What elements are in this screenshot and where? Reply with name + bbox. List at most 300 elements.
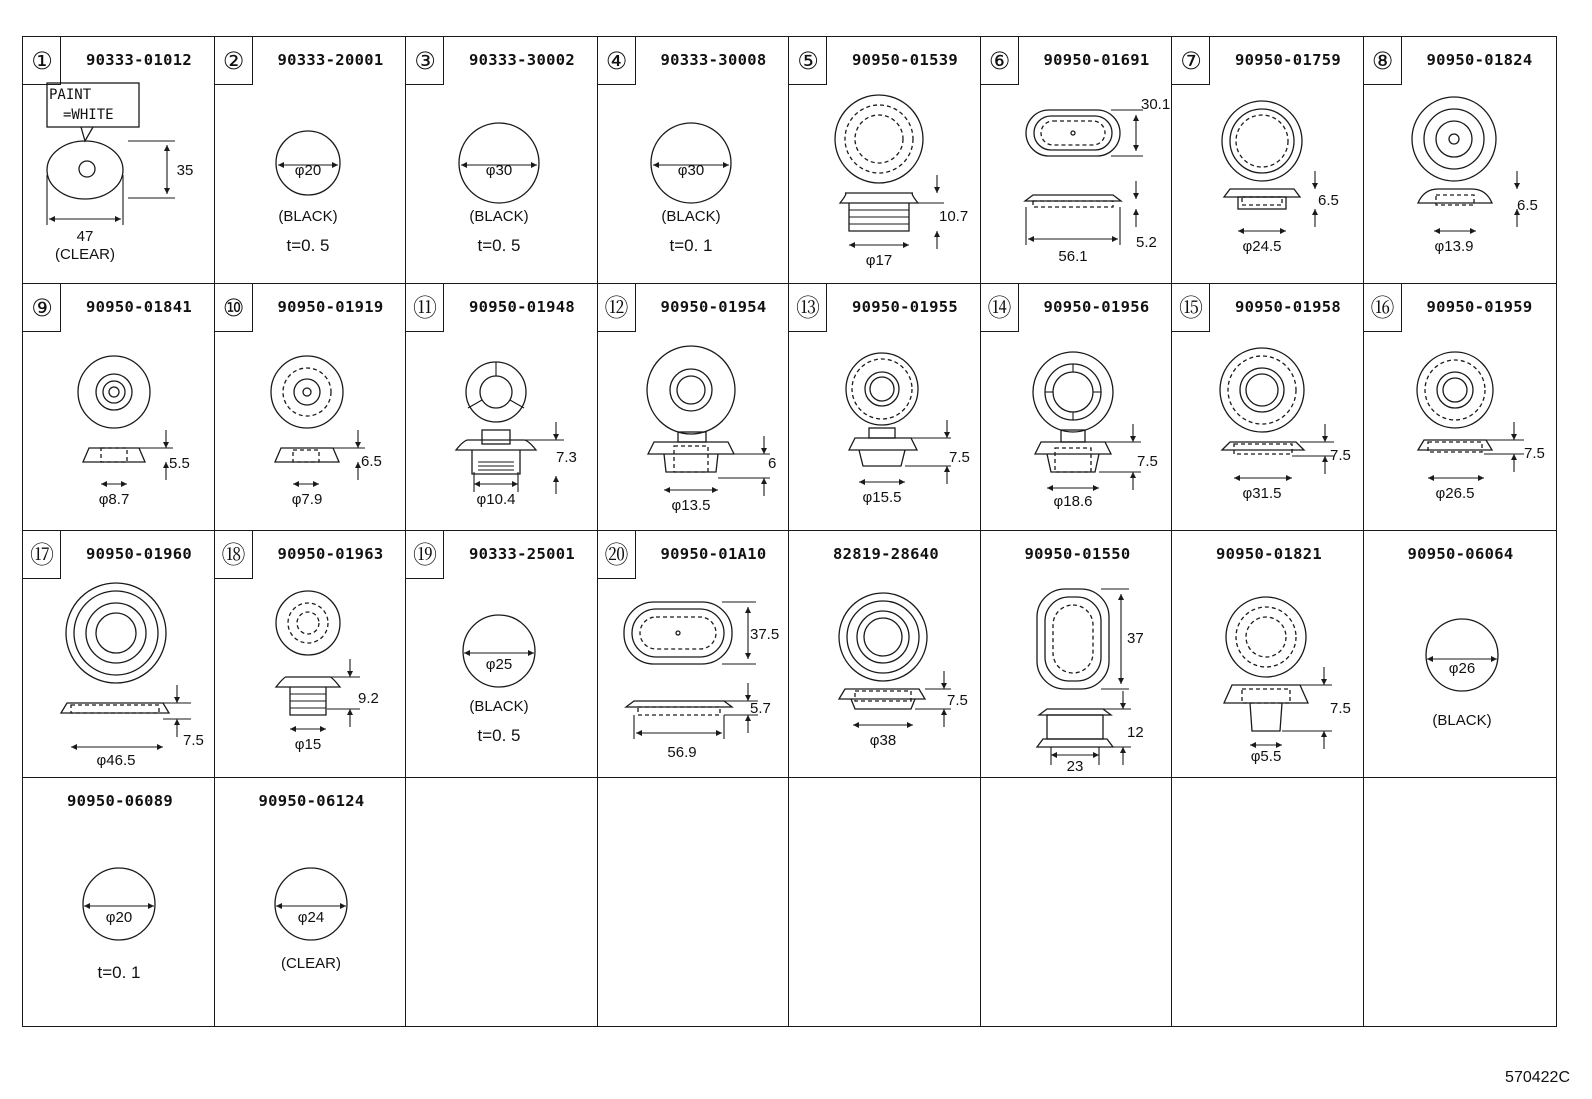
part-cell xyxy=(597,36,791,286)
item-number-box xyxy=(789,284,827,332)
outline-circle xyxy=(1226,597,1306,677)
center-hole xyxy=(1071,131,1075,135)
dimension-label: (BLACK) xyxy=(469,698,529,715)
dimension-label: φ18.6 xyxy=(1053,493,1092,510)
arrow-head xyxy=(941,709,947,715)
dimension-label: φ7.9 xyxy=(291,491,322,508)
outline-rect xyxy=(293,450,319,462)
flange-profile xyxy=(1224,685,1308,703)
part-number[interactable]: 90950-01539 xyxy=(852,51,958,69)
outline-rect xyxy=(1242,689,1290,703)
flange-profile xyxy=(1418,189,1492,203)
arrow-head xyxy=(745,653,751,659)
item-number: ⑨ xyxy=(31,294,53,322)
item-number-box xyxy=(1364,284,1402,332)
part-number[interactable]: 90950-06064 xyxy=(1407,545,1514,563)
arrow-head xyxy=(1118,678,1124,684)
empty-cell xyxy=(1363,777,1557,1027)
arrow-head xyxy=(1427,656,1433,662)
outline-rect xyxy=(640,617,716,649)
arrow-head xyxy=(664,487,670,493)
arrow-head xyxy=(49,216,55,222)
flange-profile xyxy=(626,701,732,707)
arrow-head xyxy=(332,162,338,168)
dimension-label: φ24.5 xyxy=(1242,238,1282,255)
dimension-label: 6.5 xyxy=(360,453,382,470)
part-number[interactable]: 90950-01550 xyxy=(1024,545,1131,563)
arrow-head xyxy=(944,432,950,438)
dimension-label: 5.2 xyxy=(1135,234,1157,251)
part-drawing xyxy=(981,85,1175,287)
outline-circle xyxy=(109,387,119,397)
arrow-head xyxy=(1120,747,1126,753)
dimension-label: φ25 xyxy=(485,656,513,673)
part-drawing xyxy=(598,579,792,781)
part-drawing xyxy=(1364,332,1558,534)
arrow-head xyxy=(1093,485,1099,491)
part-number[interactable]: 90950-01919 xyxy=(277,298,384,316)
outline-circle xyxy=(283,368,331,416)
empty-cell xyxy=(1171,777,1365,1027)
outline-circle xyxy=(852,359,912,419)
outline-rect xyxy=(1037,589,1109,689)
part-number[interactable]: 90950-01963 xyxy=(277,545,384,563)
outline-circle xyxy=(86,603,146,663)
outline-rect xyxy=(1041,121,1105,145)
arrow-head xyxy=(71,744,77,750)
arrow-head xyxy=(761,478,767,484)
dimension-label: 5.5 xyxy=(169,455,190,472)
outline-circle xyxy=(288,603,328,643)
dimension-label: φ30 xyxy=(485,162,513,179)
item-number-box xyxy=(23,531,61,579)
arrow-head xyxy=(464,650,470,656)
dimension-label: 7.5 xyxy=(949,449,970,466)
arrow-head xyxy=(1428,475,1434,481)
part-drawing xyxy=(1364,579,1558,781)
part-number[interactable]: 90950-01948 xyxy=(469,298,575,316)
part-drawing xyxy=(23,332,217,534)
item-number-box xyxy=(23,37,61,85)
outline-rect xyxy=(1033,201,1113,207)
outline-rect xyxy=(1026,110,1120,156)
empty-cell xyxy=(597,777,791,1027)
outline-circle xyxy=(847,601,919,673)
cap-profile xyxy=(482,430,510,444)
dimension-label: φ46.5 xyxy=(96,752,136,769)
outline-circle xyxy=(275,868,347,940)
empty-cell xyxy=(980,777,1174,1027)
dimension-label: (BLACK) xyxy=(469,208,529,225)
dimension-label: 37.5 xyxy=(749,626,779,643)
arrow-head xyxy=(164,145,170,151)
dimension-label: PAINT xyxy=(49,87,92,103)
item-number-box xyxy=(981,37,1019,85)
flange-profile xyxy=(849,438,917,450)
item-number-box xyxy=(598,37,636,85)
arrow-head xyxy=(1118,594,1124,600)
item-number: ⑭ xyxy=(987,294,1012,322)
arrow-head xyxy=(84,903,90,909)
part-cell xyxy=(1363,36,1557,286)
part-drawing xyxy=(215,85,409,287)
outline-circle xyxy=(1426,619,1498,691)
item-number-box xyxy=(406,531,444,579)
part-cell xyxy=(980,36,1174,286)
part-number[interactable]: 90333-30008 xyxy=(660,51,767,69)
dimension-label: 6 xyxy=(767,455,776,472)
item-number: ⑪ xyxy=(413,294,437,322)
dimension-label: φ20 xyxy=(105,909,133,926)
arrow-head xyxy=(1133,193,1139,199)
dimension-label: t=0. 5 xyxy=(285,236,330,255)
outline-circle xyxy=(276,591,340,655)
part-number[interactable]: 90333-30002 xyxy=(469,51,575,69)
dimension-label: 6.5 xyxy=(1318,192,1339,209)
arrow-head xyxy=(1120,703,1126,709)
item-number: ⑲ xyxy=(413,541,437,569)
dimension-label: φ38 xyxy=(869,732,897,749)
outline-circle xyxy=(647,346,735,434)
leader-line xyxy=(468,400,482,408)
part-cell xyxy=(214,777,408,1027)
arrow-head xyxy=(859,479,865,485)
item-number-box xyxy=(981,284,1019,332)
item-number: ⑯ xyxy=(1370,294,1395,322)
part-cell xyxy=(214,36,408,286)
arrow-head xyxy=(340,903,346,909)
dimension-label: 7.5 xyxy=(1523,445,1545,462)
arrow-head xyxy=(276,903,282,909)
dimension-label: =WHITE xyxy=(63,107,114,123)
arrow-head xyxy=(148,903,154,909)
dimension-label: 7.5 xyxy=(1330,447,1351,464)
dimension-label: t=0. 5 xyxy=(477,726,521,745)
arrow-head xyxy=(174,719,180,725)
dimension-label: 7.5 xyxy=(1330,700,1351,717)
outline-circle xyxy=(1425,360,1485,420)
center-hole xyxy=(1449,134,1459,144)
outline-rect xyxy=(1053,605,1093,673)
part-number[interactable]: 90950-01954 xyxy=(660,298,767,316)
outline-circle xyxy=(1228,356,1296,424)
part-cell xyxy=(1363,283,1557,533)
item-number: ④ xyxy=(605,47,628,75)
part-drawing xyxy=(789,332,983,534)
part-cell xyxy=(597,283,791,533)
arrow-head xyxy=(944,466,950,472)
dimension-label: φ15.5 xyxy=(862,489,902,506)
part-number[interactable]: 90950-01824 xyxy=(1426,51,1533,69)
dimension-label: (CLEAR) xyxy=(280,955,341,972)
flange-profile xyxy=(83,448,145,462)
item-number: ⑱ xyxy=(221,541,246,569)
part-cell xyxy=(788,530,982,780)
flange-profile xyxy=(276,677,340,687)
item-number-box xyxy=(23,284,61,332)
outline-circle xyxy=(103,381,125,403)
arrow-head xyxy=(1133,115,1139,121)
arrow-head xyxy=(1133,145,1139,151)
arrow-head xyxy=(1322,456,1328,462)
dimension-label: 5.7 xyxy=(749,700,771,717)
part-drawing xyxy=(406,579,600,781)
part-cell xyxy=(788,283,982,533)
flange-profile xyxy=(648,442,734,454)
flange-profile xyxy=(1025,195,1121,201)
item-number: ⑳ xyxy=(604,541,629,569)
item-number: ② xyxy=(222,47,245,75)
arrow-head xyxy=(293,481,299,487)
outline-circle xyxy=(846,353,918,425)
arrow-head xyxy=(941,683,947,689)
outline-circle xyxy=(96,613,136,653)
outline-circle xyxy=(855,115,903,163)
dimension-label: t=0. 5 xyxy=(477,236,521,255)
body-profile xyxy=(1250,703,1282,731)
dimension-label: φ24 xyxy=(297,909,324,926)
item-number: ⑩ xyxy=(222,294,245,322)
part-cell xyxy=(22,777,216,1027)
outline-circle xyxy=(96,374,132,410)
arrow-head xyxy=(1511,454,1517,460)
part-cell xyxy=(980,283,1174,533)
arrow-head xyxy=(355,442,361,448)
dimension-label: φ26 xyxy=(1448,660,1475,677)
part-number[interactable]: 90950-01A10 xyxy=(660,545,767,563)
outline-circle xyxy=(677,376,705,404)
part-number[interactable]: 90950-01956 xyxy=(1043,298,1150,316)
dimension-label: φ30 xyxy=(677,162,704,179)
part-cell xyxy=(22,530,216,780)
arrow-head xyxy=(163,442,169,448)
part-number[interactable]: 90950-01841 xyxy=(86,298,192,316)
dimension-label: 7.5 xyxy=(1136,453,1158,470)
arrow-head xyxy=(1112,236,1118,242)
part-number[interactable]: 90950-01821 xyxy=(1216,545,1322,563)
part-cell xyxy=(1171,283,1365,533)
arrow-head xyxy=(512,481,518,487)
flange-profile xyxy=(1224,189,1300,197)
outline-rect xyxy=(638,707,720,715)
item-number: ⑫ xyxy=(604,294,629,322)
arrow-head xyxy=(1238,228,1244,234)
arrow-head xyxy=(1514,183,1520,189)
callout-pointer xyxy=(81,127,93,141)
outline-circle xyxy=(1236,115,1288,167)
item-number: ⑬ xyxy=(796,294,820,322)
part-cell xyxy=(788,36,982,286)
dimension-label: φ13.5 xyxy=(671,497,710,514)
part-drawing xyxy=(406,332,600,534)
part-number[interactable]: 90950-01759 xyxy=(1235,51,1341,69)
dimension-label: φ26.5 xyxy=(1435,485,1474,502)
outline-circle xyxy=(1236,607,1296,667)
arrow-head xyxy=(1130,472,1136,478)
item-number-box xyxy=(215,37,253,85)
dimension-label: φ15 xyxy=(294,736,321,753)
item-number-box xyxy=(215,284,253,332)
part-cell xyxy=(214,530,408,780)
arrow-head xyxy=(653,162,659,168)
dimension-label: 7.5 xyxy=(183,732,204,749)
outline-circle xyxy=(1443,378,1467,402)
outline-rect xyxy=(1242,197,1282,205)
outline-circle xyxy=(1053,372,1093,412)
arrow-head xyxy=(1234,475,1240,481)
center-hole xyxy=(303,388,311,396)
outline-circle xyxy=(1417,352,1493,428)
part-number[interactable]: 82819-28640 xyxy=(833,545,939,563)
item-number: ⑰ xyxy=(30,541,54,569)
item-number-box xyxy=(1172,284,1210,332)
part-number[interactable]: 90950-01960 xyxy=(86,545,192,563)
part-number[interactable]: 90333-25001 xyxy=(469,545,575,563)
part-drawing xyxy=(981,579,1175,781)
part-cell xyxy=(22,283,216,533)
outline-circle xyxy=(83,868,155,940)
arrow-head xyxy=(278,162,284,168)
part-drawing xyxy=(598,332,792,534)
item-number: ⑦ xyxy=(1180,47,1202,75)
part-drawing xyxy=(215,332,409,534)
arrow-head xyxy=(347,709,353,715)
oval-plug xyxy=(47,141,123,199)
item-number: ③ xyxy=(414,47,436,75)
arrow-head xyxy=(531,162,537,168)
arrow-head xyxy=(320,726,326,732)
arrow-head xyxy=(849,242,855,248)
collar-profile xyxy=(1039,709,1111,715)
arrow-head xyxy=(528,650,534,656)
arrow-head xyxy=(716,730,722,736)
part-number[interactable]: 90333-01012 xyxy=(86,51,192,69)
arrow-head xyxy=(899,479,905,485)
arrow-head xyxy=(461,162,467,168)
item-number-box xyxy=(598,284,636,332)
item-number: ① xyxy=(31,47,53,75)
item-number-box xyxy=(406,284,444,332)
arrow-head xyxy=(1028,236,1034,242)
arrow-head xyxy=(1491,656,1497,662)
outline-circle xyxy=(480,376,512,408)
part-number[interactable]: 90333-20001 xyxy=(277,51,384,69)
arrow-head xyxy=(907,722,913,728)
outline-circle xyxy=(1220,348,1304,432)
part-drawing xyxy=(1172,85,1366,287)
outline-circle xyxy=(670,369,712,411)
part-drawing xyxy=(1172,332,1366,534)
dimension-label: 12 xyxy=(1126,724,1144,741)
body-profile xyxy=(1238,197,1286,209)
part-number[interactable]: 90950-01955 xyxy=(852,298,958,316)
part-cell xyxy=(214,283,408,533)
dimension-label: 47 xyxy=(76,228,94,245)
part-drawing xyxy=(1172,579,1366,781)
arrow-head xyxy=(553,476,559,482)
arrow-head xyxy=(115,216,121,222)
arrow-head xyxy=(1093,752,1099,758)
outline-circle xyxy=(66,583,166,683)
arrow-head xyxy=(723,162,729,168)
dimension-label: (BLACK) xyxy=(277,208,338,225)
item-number-box xyxy=(1172,37,1210,85)
dimension-label: 37 xyxy=(1126,630,1144,647)
flange-profile xyxy=(456,440,536,450)
arrow-head xyxy=(1312,183,1318,189)
outline-circle xyxy=(870,377,894,401)
part-drawing xyxy=(789,85,983,287)
dimension-label: 6.5 xyxy=(1516,197,1538,214)
arrow-head xyxy=(712,487,718,493)
arrow-head xyxy=(347,671,353,677)
arrow-head xyxy=(1470,228,1476,234)
item-number-box xyxy=(1364,37,1402,85)
dimension-label: 30.1 xyxy=(1140,96,1170,113)
arrow-head xyxy=(1051,752,1057,758)
arrow-head xyxy=(934,231,940,237)
part-cell xyxy=(405,283,599,533)
arrow-head xyxy=(474,481,480,487)
arrow-head xyxy=(1133,209,1139,215)
dimension-label: 56.1 xyxy=(1057,248,1088,265)
part-number[interactable]: 90950-01691 xyxy=(1043,51,1150,69)
arrow-head xyxy=(761,448,767,454)
arrow-head xyxy=(290,726,296,732)
arrow-head xyxy=(1286,475,1292,481)
arrow-head xyxy=(101,481,107,487)
outline-circle xyxy=(1246,617,1286,657)
item-number-box xyxy=(789,37,827,85)
part-drawing xyxy=(23,579,217,781)
outline-circle xyxy=(271,356,343,428)
part-drawing xyxy=(215,579,409,781)
item-number-box xyxy=(215,531,253,579)
dimension-label: φ31.5 xyxy=(1242,485,1282,502)
item-number: ⑮ xyxy=(1179,294,1203,322)
outline-circle xyxy=(294,379,320,405)
center-hole xyxy=(676,631,680,635)
dimension-label: 7.5 xyxy=(947,692,968,709)
part-drawing xyxy=(789,579,983,781)
arrow-head xyxy=(1478,475,1484,481)
paint-dot xyxy=(79,161,95,177)
part-number[interactable]: 90950-01958 xyxy=(1235,298,1341,316)
part-drawing xyxy=(981,332,1175,534)
dimension-label: t=0. 1 xyxy=(668,236,713,255)
arrow-head xyxy=(121,481,127,487)
arrow-head xyxy=(1511,434,1517,440)
leader-line xyxy=(510,400,524,408)
outline-circle xyxy=(297,612,319,634)
outline-circle xyxy=(463,615,535,687)
part-number[interactable]: 90950-06089 xyxy=(67,792,173,810)
part-number[interactable]: 90950-06124 xyxy=(258,792,365,810)
outline-circle xyxy=(1436,121,1472,157)
dimension-label: 35 xyxy=(176,162,194,179)
item-number-box xyxy=(598,531,636,579)
body-profile xyxy=(859,450,905,466)
part-number[interactable]: 90950-01959 xyxy=(1426,298,1533,316)
arrow-head xyxy=(164,188,170,194)
outline-rect xyxy=(674,446,708,472)
flange-profile xyxy=(1037,739,1113,747)
dimension-label: (CLEAR) xyxy=(54,246,116,263)
body-profile xyxy=(664,454,718,472)
diagram-code: 570422C xyxy=(1505,1069,1570,1086)
part-drawing xyxy=(23,826,217,1028)
part-drawing xyxy=(23,85,217,287)
